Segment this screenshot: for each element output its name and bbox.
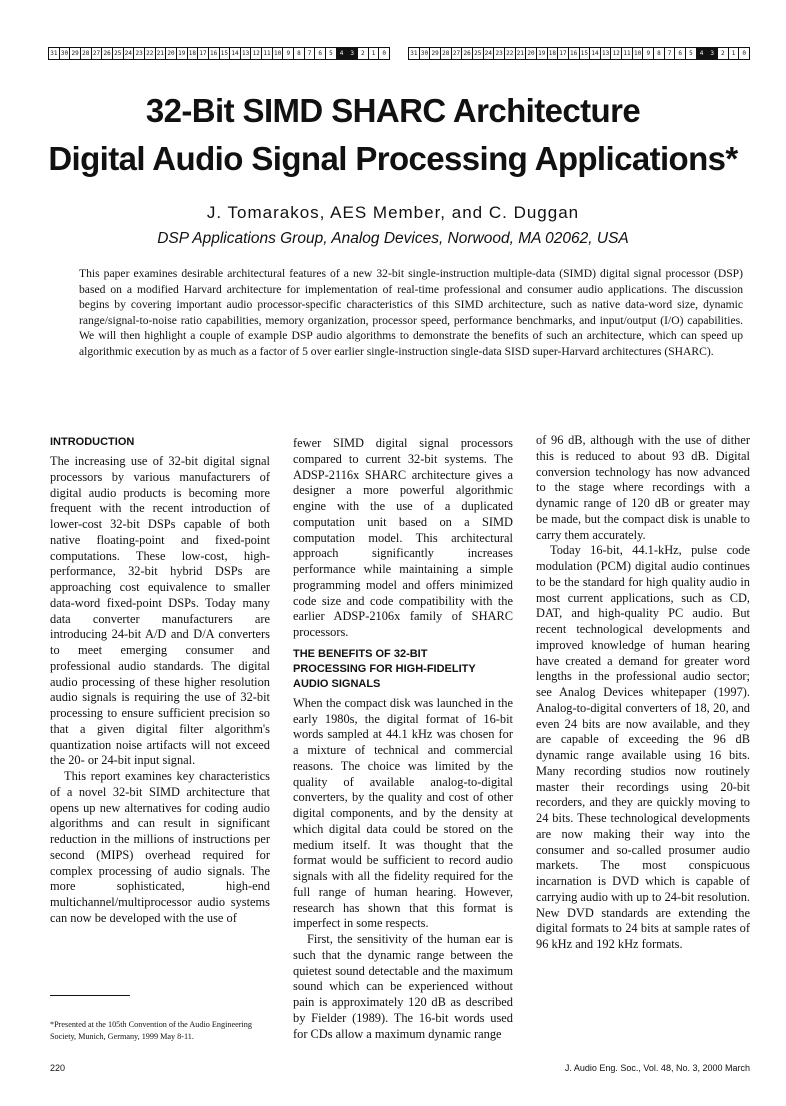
benefits-paragraph-2: First, the sensitivity of the human ear is such that the dynamic range between the quietest sound detectable and the maximum sound which can be experienced without pain is approximately 120 dB as described by Fielder (1989). The 16-bit words used for CDs allow a maximum dynamic range	[293, 932, 513, 1041]
bit-cell: 7	[305, 48, 316, 59]
bit-cell: 13	[601, 48, 612, 59]
bit-cell: 27	[92, 48, 103, 59]
bit-cell: 19	[177, 48, 188, 59]
bit-cell: 30	[60, 48, 71, 59]
bit-cell: 13	[241, 48, 252, 59]
bit-cell: 20	[166, 48, 177, 59]
section-heading-benefits-line-2: PROCESSING FOR HIGH-FIDELITY	[293, 662, 476, 675]
bit-cell: 8	[294, 48, 305, 59]
intro-paragraph-1: The increasing use of 32-bit digital signal processors by various manufacturers of digital audio products is becoming more frequent with the recent introduction of lower-cost 32-bit DSPs capable of both native floating-point and fixed-point computations. These low-cost, high-performance, 32-bit hybrid DSPs are approaching cost equivalence to smaller data-word fixed-point DSPs. Today many data converter manufacturers are introducing 24-bit A/D and D/A converters to meet emerging consumer and professional audio standards. The digital audio processing of these higher resolution audio signals is requiring the use of 32-bit processing to ensure sufficient precision so that a given digital filter algorithm's quantization noise artifacts will not exceed the 20- or 24-bit input signal.	[50, 454, 270, 768]
bit-cell: 17	[198, 48, 209, 59]
bit-cell: 2	[358, 48, 369, 59]
bit-cell: 12	[251, 48, 262, 59]
bit-cell: 28	[441, 48, 452, 59]
bit-cell: 10	[273, 48, 284, 59]
bit-cell: 5	[326, 48, 337, 59]
page-number: 220	[50, 1063, 66, 1073]
bit-cell: 15	[220, 48, 231, 59]
bit-cell: 3	[347, 48, 358, 59]
intro-paragraph-3: fewer SIMD digital signal processors compared to current 32-bit systems. The ADSP-2116x SHARC architecture gives a designer a more powerful algorithmic engine with the use of a duplicated computation unit based on a SIMD computation model. This architectural approach significantly increases performance while maintaining a simple programming model and offers minimized code size and code compatibility with the earlier ADSP-2106x family of SHARC processors.	[293, 436, 513, 639]
bit-cell: 17	[558, 48, 569, 59]
section-heading-introduction: INTRODUCTION	[50, 436, 135, 448]
benefits-paragraph-1: When the compact disk was launched in the early 1980s, the digital format of 16-bit words sampled at 44.1 kHz was chosen for a mixture of technical and commercial reasons. The choice was limited by the quality of available analog-to-digital converters, by the quality and cost of other digital components, and by the density at which digital data could be stored on the medium itself. It was thought that the format would be sufficient to record audio signals with all the fidelity required for the full range of human hearing. However, research has shown that this format is imperfect in some respects.	[293, 695, 513, 931]
bit-cell: 11	[262, 48, 273, 59]
bit-cell: 24	[484, 48, 495, 59]
journal-citation: J. Audio Eng. Soc., Vol. 48, No. 3, 2000 March	[564, 1063, 750, 1073]
bit-cell: 18	[188, 48, 199, 59]
bit-cell: 26	[462, 48, 473, 59]
bit-cell: 21	[516, 48, 527, 59]
bit-cell: 12	[611, 48, 622, 59]
bit-cell: 31	[49, 48, 60, 59]
bit-cell: 3	[707, 48, 718, 59]
bit-cell: 5	[686, 48, 697, 59]
bit-cell: 27	[452, 48, 463, 59]
bit-cell: 22	[505, 48, 516, 59]
bit-cell: 9	[643, 48, 654, 59]
footnote: *Presented at the 105th Convention of the Audio Engineering Society, Munich, Germany, 1999 May 8-11.	[50, 1020, 252, 1041]
bit-cell: 29	[70, 48, 81, 59]
bit-cell: 1	[369, 48, 380, 59]
bit-cell: 4	[337, 48, 348, 59]
column-3	[536, 433, 750, 953]
bit-cell: 29	[430, 48, 441, 59]
bit-cell: 14	[230, 48, 241, 59]
bit-cell: 18	[548, 48, 559, 59]
bit-cell: 7	[665, 48, 676, 59]
bit-cell: 1	[729, 48, 740, 59]
abstract: This paper examines desirable architectural features of a new 32-bit single-instruction multiple-data (SIMD) digital signal processor (DSP) based on a modified Harvard architecture for implementation of real-time professional and consumer audio applications. The discussion begins by covering important audio processor-specific characteristics of this SIMD architecture, such as native data-word size, dynamic range/signal-to-noise ratio capabilities, memory organization, processor speed, performance benchmarks, and input/output (I/O) capabilities. We will then highlight a couple of example DSP audio algorithms to demonstrate the benefits of such an architecture, which can speed up algorithmic execution by as much as a factor of 5 over earlier single-instruction single-data SISD super-Harvard architectures (SHARC).	[79, 267, 743, 358]
register-bit-strip-left	[48, 47, 390, 60]
bit-cell: 9	[283, 48, 294, 59]
benefits-paragraph-2-continued: of 96 dB, although with the use of dither this is reduced to about 93 dB. Digital conversion technology has now advanced to the stage where recordings with a dynamic range of 120 dB or greater may be made, but the compact disk is unable to carry them accurately.	[536, 433, 750, 542]
bit-cell: 25	[473, 48, 484, 59]
section-heading-benefits-line-3: AUDIO SIGNALS	[293, 677, 381, 690]
bit-cell: 2	[718, 48, 729, 59]
bit-cell: 16	[569, 48, 580, 59]
bit-cell: 19	[537, 48, 548, 59]
bit-cell: 31	[409, 48, 420, 59]
column-2	[293, 436, 513, 1042]
bit-cell: 6	[675, 48, 686, 59]
bit-cell: 21	[156, 48, 167, 59]
bit-cell: 0	[742, 50, 746, 57]
bit-cell: 8	[654, 48, 665, 59]
section-heading-benefits	[293, 647, 513, 692]
bit-cell: 11	[622, 48, 633, 59]
paper-title-line-1: 32-Bit SIMD SHARC Architecture	[145, 92, 641, 129]
bit-cell: 25	[113, 48, 124, 59]
bit-cell: 0	[382, 50, 386, 57]
bit-cell: 22	[145, 48, 156, 59]
bit-cell: 6	[315, 48, 326, 59]
bit-cell: 23	[494, 48, 505, 59]
bit-cell: 30	[420, 48, 431, 59]
bit-cell: 26	[102, 48, 113, 59]
affiliation-line: DSP Applications Group, Analog Devices, Norwood, MA 02062, USA	[157, 230, 629, 247]
bit-cell: 24	[124, 48, 135, 59]
benefits-paragraph-3: Today 16-bit, 44.1-kHz, pulse code modulation (PCM) digital audio continues to be the standard for high quality audio in most current applications, such as CD, DAT, and high-quality PC audio. But recent technological developments and improved knowledge of human hearing have created a demand for greater word lengths in the professional audio sector; see Analog Devices whitepaper (1997). Analog-to-digital converters of 18, 20, and even 24 bits are now available, and they are capable of exceeding the 96 dB dynamic range available using 16 bits. Many recording studios now routinely master their recordings using 20-bit recorders, and they are quickly moving to 24 bits. These technological developments are now making their way into the consumer and so-called prosumer audio markets. The most conspicuous incarnation is DVD which is capable of carrying audio with up to 24-bit resolution. New DVD standards are extending the digital formats to 24 bits at sample rates of 96 kHz and 192 kHz formats.	[536, 543, 750, 951]
bit-cell: 15	[580, 48, 591, 59]
column-1	[50, 436, 270, 927]
bit-cell: 14	[590, 48, 601, 59]
bit-cell: 28	[81, 48, 92, 59]
bit-cell: 4	[697, 48, 708, 59]
bit-cell: 16	[209, 48, 220, 59]
section-heading-benefits-line-1: THE BENEFITS OF 32-BIT	[293, 647, 428, 660]
intro-paragraph-2: This report examines key characteristics of a novel 32-bit SIMD architecture that opens up new alternatives for coding audio algorithms and can result in significant reduction in the millions of instructions per second (MIPS) overhead required for complex processing of audio signals. The more sophisticated, high-end multichannel/multiprocessor audio systems can now be developed with the use of	[50, 769, 270, 925]
author-line: J. Tomarakos, AES Member, and C. Duggan	[206, 203, 580, 222]
paper-title-line-2: Digital Audio Signal Processing Applications*	[48, 140, 738, 177]
bit-cell: 23	[134, 48, 145, 59]
register-bit-strip-right	[408, 47, 750, 60]
bit-cell: 20	[526, 48, 537, 59]
footnote-divider	[50, 995, 130, 996]
bit-cell: 10	[633, 48, 644, 59]
